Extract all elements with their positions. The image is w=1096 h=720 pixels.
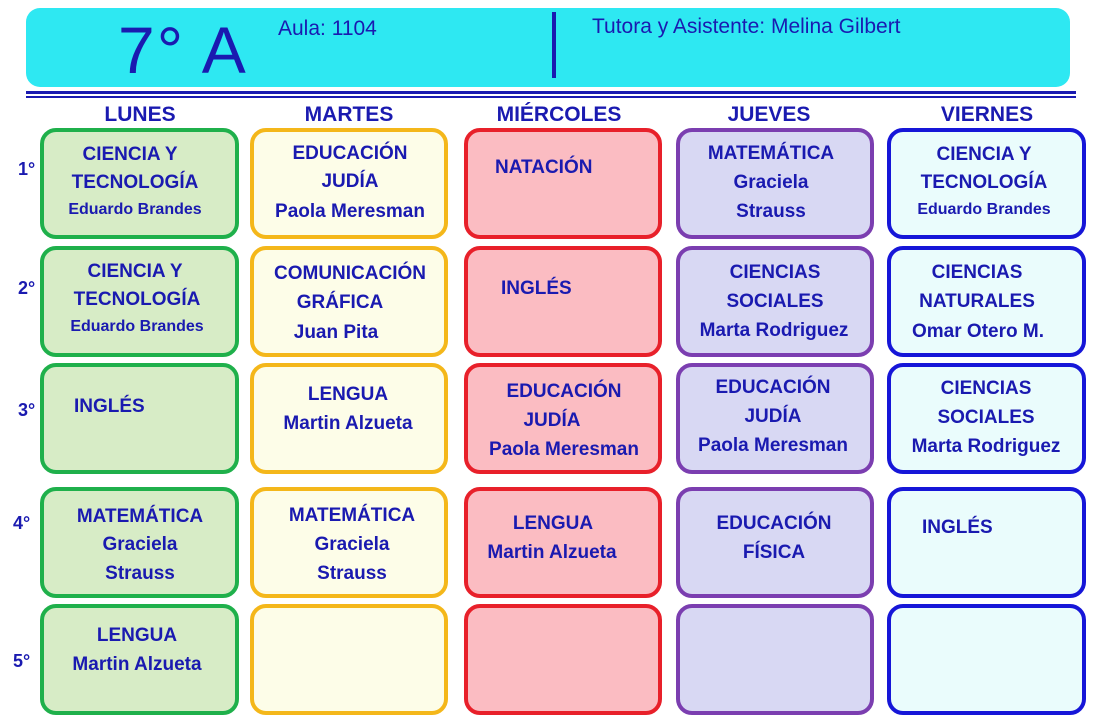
cell-jueves-p5	[676, 604, 874, 715]
cell-miercoles-p3-subject-line1: EDUCACIÓN	[506, 381, 622, 402]
cell-lunes-p4-teacher-line2: Strauss	[105, 563, 175, 584]
cell-martes-p1-subject-line2: JUDÍA	[321, 171, 379, 192]
cell-lunes-p2-subject-line2: TECNOLOGÍA	[73, 289, 201, 310]
cell-jueves-p4-subject-line1: EDUCACIÓN	[716, 513, 832, 534]
cell-lunes-p1-subject-line1: CIENCIA Y	[82, 144, 178, 165]
day-header-martes: MARTES	[304, 103, 394, 126]
header-rule-bottom	[26, 96, 1076, 98]
cell-viernes-p3-subject-line1: CIENCIAS	[940, 378, 1032, 399]
cell-jueves-p3-subject-line2: JUDÍA	[744, 406, 802, 427]
cell-jueves-p2-subject-line2: SOCIALES	[726, 291, 824, 312]
cell-viernes-p1-subject-line2: TECNOLOGÍA	[920, 172, 1048, 193]
cell-lunes-p1-subject-line2: TECNOLOGÍA	[71, 172, 199, 193]
cell-martes-p3-teacher: Martin Alzueta	[283, 413, 413, 434]
cell-viernes-p5	[887, 604, 1086, 715]
cell-viernes-p2-subject-line1: CIENCIAS	[931, 262, 1023, 283]
grade-title: 7° A	[118, 13, 248, 87]
cell-jueves-p1-teacher-line1: Graciela	[733, 172, 809, 193]
day-header-lunes: LUNES	[104, 103, 176, 126]
cell-jueves-p1-subject: MATEMÁTICA	[707, 143, 835, 164]
cell-miercoles-p5	[464, 604, 662, 715]
cell-jueves-p2-teacher: Marta Rodriguez	[699, 320, 849, 341]
cell-jueves-p3-subject-line1: EDUCACIÓN	[715, 377, 831, 398]
period-label-4: 4°	[13, 513, 31, 533]
cell-martes-p2-teacher: Juan Pita	[293, 322, 379, 343]
cell-lunes-p4-subject: MATEMÁTICA	[76, 506, 204, 527]
cell-jueves-p1-teacher-line2: Strauss	[736, 201, 806, 222]
cell-martes-p1-teacher: Paola Meresman	[275, 201, 425, 222]
cell-jueves-p4-subject-line2: FÍSICA	[742, 542, 806, 563]
cell-martes-p4-subject: MATEMÁTICA	[288, 505, 416, 526]
cell-miercoles-p3-subject-line2: JUDÍA	[523, 410, 581, 431]
header-divider	[552, 12, 556, 78]
cell-miercoles-p3-teacher: Paola Meresman	[489, 439, 639, 460]
cell-jueves-p3-teacher: Paola Meresman	[698, 435, 848, 456]
day-header-viernes: VIERNES	[940, 103, 1034, 126]
cell-miercoles-p4-teacher: Martin Alzueta	[487, 542, 617, 563]
cell-miercoles-p1	[464, 128, 662, 239]
tutor-label: Tutora y Asistente: Melina Gilbert	[592, 15, 901, 38]
classroom-label: Aula: 1104	[278, 17, 377, 40]
cell-lunes-p3-subject: INGLÉS	[74, 396, 145, 417]
cell-miercoles-p2-subject: INGLÉS	[501, 278, 572, 299]
cell-martes-p5	[250, 604, 448, 715]
period-label-2: 2°	[18, 278, 36, 298]
period-label-3: 3°	[18, 400, 36, 420]
cell-viernes-p3-teacher: Marta Rodriguez	[911, 436, 1061, 457]
cell-lunes-p4-teacher-line1: Graciela	[102, 534, 178, 555]
cell-martes-p4-teacher-line2: Strauss	[317, 563, 387, 584]
cell-miercoles-p4-subject: LENGUA	[512, 513, 594, 534]
cell-viernes-p2-subject-line2: NATURALES	[919, 291, 1035, 312]
cell-lunes-p5-teacher: Martin Alzueta	[72, 654, 202, 675]
class-header	[26, 8, 1070, 87]
cell-lunes-p2-subject-line1: CIENCIA Y	[87, 261, 183, 282]
period-label-5: 5°	[13, 651, 31, 671]
cell-martes-p3-subject: LENGUA	[307, 384, 389, 405]
cell-martes-p1-subject-line1: EDUCACIÓN	[292, 143, 408, 164]
cell-viernes-p1-subject-line1: CIENCIA Y	[936, 144, 1032, 165]
day-header-miercoles: MIÉRCOLES	[496, 103, 622, 126]
cell-viernes-p2-teacher: Omar Otero M.	[912, 321, 1044, 342]
cell-lunes-p5-subject: LENGUA	[96, 625, 178, 646]
cell-martes-p2-subject-line2: GRÁFICA	[296, 292, 384, 313]
cell-jueves-p2-subject-line1: CIENCIAS	[729, 262, 821, 283]
period-label-1: 1°	[18, 159, 36, 179]
cell-martes-p4-teacher-line1: Graciela	[314, 534, 390, 555]
cell-viernes-p1-teacher: Eduardo Brandes	[917, 201, 1051, 218]
cell-miercoles-p1-subject: NATACIÓN	[495, 157, 593, 178]
cell-viernes-p3-subject-line2: SOCIALES	[937, 407, 1035, 428]
cell-lunes-p1-teacher: Eduardo Brandes	[68, 201, 202, 218]
cell-viernes-p4-subject: INGLÉS	[922, 517, 993, 538]
cell-lunes-p2-teacher: Eduardo Brandes	[70, 318, 204, 335]
cell-martes-p2-subject-line1: COMUNICACIÓN	[274, 263, 426, 284]
day-header-jueves: JUEVES	[727, 103, 811, 126]
header-rule-top	[26, 91, 1076, 94]
